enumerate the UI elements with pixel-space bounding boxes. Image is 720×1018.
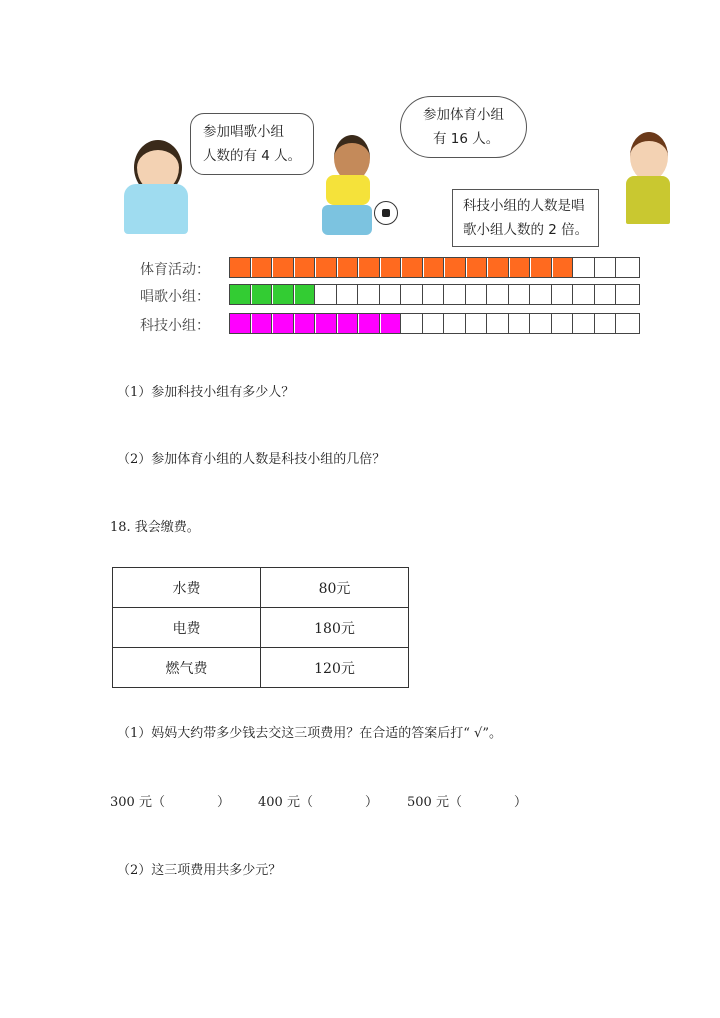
table-row bbox=[113, 648, 409, 688]
empty-cell bbox=[445, 314, 466, 333]
filled-cell bbox=[338, 314, 359, 333]
empty-cell bbox=[467, 314, 488, 333]
filled-cell bbox=[316, 258, 337, 277]
filled-cell bbox=[445, 258, 466, 277]
filled-cell bbox=[381, 258, 402, 277]
empty-cell bbox=[596, 258, 617, 277]
empty-cell bbox=[359, 285, 380, 304]
filled-cell bbox=[230, 285, 251, 304]
filled-cell bbox=[295, 314, 316, 333]
empty-cell bbox=[617, 285, 638, 304]
empty-cell bbox=[467, 285, 488, 304]
q18-sub1: （1）妈妈大约带多少钱去交这三项费用？在合适的答案后打“ √”。 bbox=[117, 726, 502, 741]
empty-cell bbox=[574, 285, 595, 304]
empty-cell bbox=[510, 285, 531, 304]
bar-singing bbox=[229, 284, 640, 305]
filled-cell bbox=[273, 314, 294, 333]
filled-cell bbox=[510, 258, 531, 277]
q17-sub2: （2）参加体育小组的人数是科技小组的几倍？ bbox=[117, 452, 386, 467]
girl-figure bbox=[122, 140, 190, 235]
empty-cell bbox=[402, 285, 423, 304]
empty-cell bbox=[553, 285, 574, 304]
filled-cell bbox=[230, 314, 251, 333]
filled-cell bbox=[295, 258, 316, 277]
soccer-ball-icon bbox=[374, 201, 398, 225]
empty-cell bbox=[574, 258, 595, 277]
filled-cell bbox=[230, 258, 251, 277]
table-cell: 燃气费 bbox=[113, 648, 261, 688]
filled-cell bbox=[295, 285, 316, 304]
table-cell: 180元 bbox=[261, 608, 409, 648]
table-row bbox=[113, 608, 409, 648]
q18-sub2: （2）这三项费用共多少元？ bbox=[117, 863, 282, 878]
table-cell: 80元 bbox=[261, 568, 409, 608]
filled-cell bbox=[252, 314, 273, 333]
table-row bbox=[113, 568, 409, 608]
q18-title: 18. 我会缴费。 bbox=[110, 520, 200, 535]
q17-sub1: （1）参加科技小组有多少人？ bbox=[117, 385, 295, 400]
empty-cell bbox=[596, 285, 617, 304]
filled-cell bbox=[316, 314, 337, 333]
empty-cell bbox=[553, 314, 574, 333]
filled-cell bbox=[273, 285, 294, 304]
filled-cell bbox=[252, 258, 273, 277]
boy-thought-cloud bbox=[400, 96, 527, 158]
table-cell: 120元 bbox=[261, 648, 409, 688]
empty-cell bbox=[531, 285, 552, 304]
option-500[interactable]: 500 元（ ） bbox=[407, 795, 527, 810]
bubble-line: 参加唱歌小组 bbox=[203, 124, 284, 140]
empty-cell bbox=[402, 314, 423, 333]
table-cell: 水费 bbox=[113, 568, 261, 608]
filled-cell bbox=[338, 258, 359, 277]
filled-cell bbox=[252, 285, 273, 304]
filled-cell bbox=[402, 258, 423, 277]
filled-cell bbox=[553, 258, 574, 277]
fee-table bbox=[112, 567, 409, 688]
bubble-line: 有 16 人。 bbox=[433, 131, 500, 147]
option-400[interactable]: 400 元（ ） bbox=[258, 795, 378, 810]
girl-speech-bubble bbox=[190, 113, 314, 175]
bar-sports bbox=[229, 257, 640, 278]
empty-cell bbox=[424, 285, 445, 304]
bar-label-science: 科技小组： bbox=[140, 318, 210, 334]
right-boy-box bbox=[452, 189, 599, 247]
bubble-line: 参加体育小组 bbox=[423, 107, 504, 123]
bar-label-singing: 唱歌小组： bbox=[140, 289, 210, 305]
empty-cell bbox=[424, 314, 445, 333]
empty-cell bbox=[596, 314, 617, 333]
empty-cell bbox=[510, 314, 531, 333]
option-300[interactable]: 300 元（ ） bbox=[110, 795, 230, 810]
bar-science bbox=[229, 313, 640, 334]
empty-cell bbox=[574, 314, 595, 333]
filled-cell bbox=[273, 258, 294, 277]
filled-cell bbox=[359, 258, 380, 277]
filled-cell bbox=[424, 258, 445, 277]
filled-cell bbox=[467, 258, 488, 277]
empty-cell bbox=[445, 285, 466, 304]
filled-cell bbox=[488, 258, 509, 277]
empty-cell bbox=[316, 285, 337, 304]
filled-cell bbox=[359, 314, 380, 333]
table-cell: 电费 bbox=[113, 608, 261, 648]
empty-cell bbox=[617, 258, 638, 277]
bubble-line: 歌小组人数的 2 倍。 bbox=[463, 222, 589, 238]
filled-cell bbox=[531, 258, 552, 277]
bubble-line: 人数的有 4 人。 bbox=[203, 148, 302, 164]
empty-cell bbox=[488, 285, 509, 304]
empty-cell bbox=[338, 285, 359, 304]
empty-cell bbox=[381, 285, 402, 304]
bar-label-sports: 体育活动： bbox=[140, 262, 210, 278]
bubble-line: 科技小组的人数是唱 bbox=[463, 198, 585, 214]
right-boy-figure bbox=[622, 132, 678, 227]
empty-cell bbox=[488, 314, 509, 333]
empty-cell bbox=[617, 314, 638, 333]
filled-cell bbox=[381, 314, 402, 333]
empty-cell bbox=[531, 314, 552, 333]
soccer-boy-figure bbox=[312, 135, 382, 245]
